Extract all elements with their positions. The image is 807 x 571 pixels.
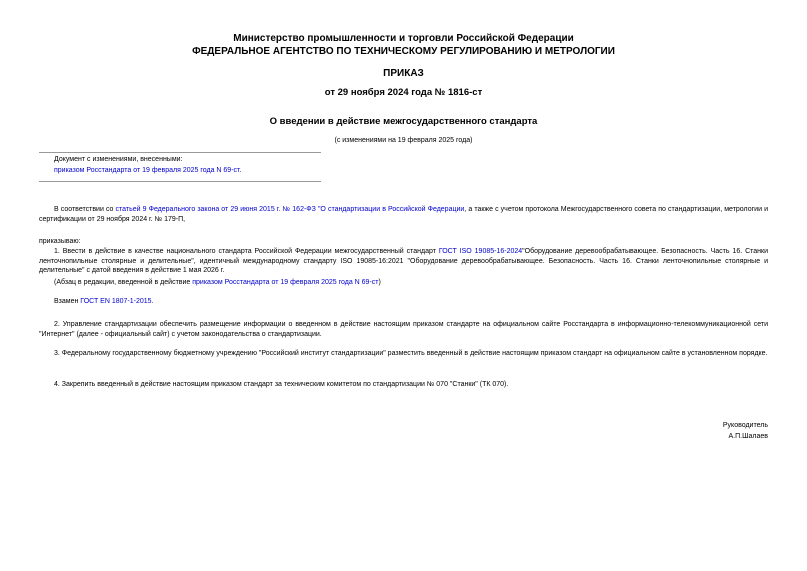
- changes-top-rule: [39, 152, 321, 153]
- changes-link[interactable]: приказом Росстандарта от 19 февраля 2025 года N 69-ст: [54, 167, 240, 174]
- changes-bottom-rule: [39, 181, 321, 182]
- ministry-name: Министерство промышленности и торговли Российской Федерации: [233, 33, 574, 44]
- order-word: приказываю:: [39, 238, 81, 245]
- item1-note-link[interactable]: приказом Росстандарта от 19 февраля 2025 года N 69-ст: [192, 279, 379, 286]
- item1-note: [54, 278, 381, 288]
- changes-link-end: .: [239, 167, 242, 174]
- item1-paragraph: [39, 247, 768, 276]
- gost-en-link[interactable]: ГОСТ EN 1807-1-2015: [80, 298, 152, 305]
- replaces-pre: Взамен: [54, 298, 81, 305]
- agency-name: ФЕДЕРАЛЬНОЕ АГЕНТСТВО ПО ТЕХНИЧЕСКОМУ РЕГУЛИРОВАНИЮ И МЕТРОЛОГИИ: [192, 46, 615, 57]
- revision-note: (с изменениями на 19 февраля 2025 года): [334, 137, 473, 144]
- item1-note-post: ): [378, 279, 381, 286]
- intro-paragraph: [39, 205, 768, 224]
- intro-text-1: В соответствии со: [54, 206, 116, 213]
- doc-type: ПРИКАЗ: [383, 68, 424, 79]
- signature-role: Руководитель: [722, 422, 768, 429]
- item1-text-2: "Оборудование деревообрабатывающее. Безопасность. Часть 16. Станки ленточнопильные столярные и делительные", идентичный международному стандарту ISO 19085-16:2021 "Оборудование деревообрабатывающее. Безопасность. Часть 16. Станки ленточнопильные столярные и делительные" с датой введения в действие 1 мая 2026 г.: [39, 248, 768, 274]
- replaces-post: .: [151, 298, 154, 305]
- changes-line: [54, 166, 241, 176]
- date-number: от 29 ноября 2024 года № 1816-ст: [324, 87, 483, 98]
- intro-text-2: , а также с учетом протокола Межгосударственного совета по стандартизации, метрологии и сертификации от 29 ноября 2024 г. № 179-П,: [39, 206, 768, 223]
- doc-title: О введении в действие межгосударственного стандарта: [269, 116, 538, 127]
- replaces-line: [54, 297, 154, 307]
- item2-paragraph: 2. Управление стандартизации обеспечить размещение информации о введенном в действие настоящим приказом стандарте на официальном сайте Росстандарта в информационно-телекоммуникационной сети "Интернет" (далее - официальный сайт) с учетом законодательства о стандартизации.: [39, 321, 768, 338]
- signature-name: А.П.Шалаев: [728, 433, 768, 440]
- item1-note-pre: (Абзац в редакции, введенной в действие: [54, 279, 193, 286]
- item3-paragraph: 3. Федеральному государственному бюджетному учреждению "Российский институт стандартизации" разместить введенный в действие настоящим приказом стандарт на официальном сайте в установленном порядке.: [54, 350, 768, 357]
- law-link[interactable]: статьей 9 Федерального закона от 29 июня 2015 г. № 162-ФЗ "О стандартизации в Российской Федерации: [115, 206, 465, 213]
- changes-label: Документ с изменениями, внесенными:: [54, 156, 183, 163]
- gost-iso-link[interactable]: ГОСТ ISO 19085-16-2024: [438, 248, 523, 255]
- item4-paragraph: 4. Закрепить введенный в действие настоящим приказом стандарт за техническим комитетом по стандартизации № 070 "Станки" (ТК 070).: [54, 381, 509, 388]
- item1-text-1: 1. Ввести в действие в качестве национального стандарта Российской Федерации межгосударственный стандарт: [54, 248, 439, 255]
